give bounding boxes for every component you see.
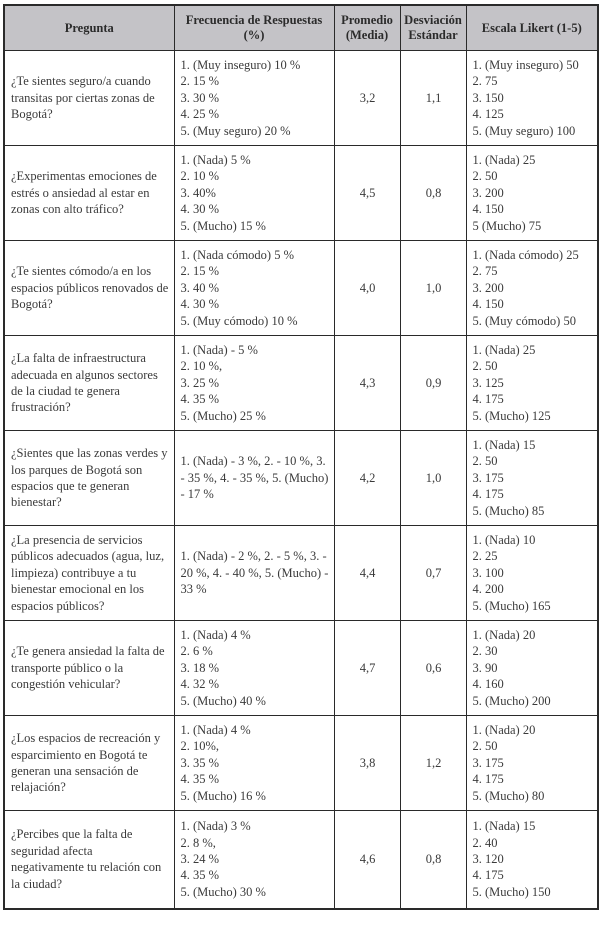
frequency-item: 2. 10%, — [180, 739, 220, 754]
likert-item: 2. 50 — [472, 739, 498, 754]
likert-item: 1. (Nada) 20 — [472, 627, 536, 642]
frequency-item: 5. (Mucho) 15 % — [180, 218, 266, 233]
question-cell: ¿Te sientes seguro/a cuando transitas por ciertas zonas de Bogotá? — [4, 51, 174, 146]
header-likert: Escala Likert (1-5) — [466, 5, 598, 51]
std-cell: 1,0 — [400, 431, 466, 526]
likert-item: 2. 50 — [472, 359, 498, 374]
frequency-item: 4. 35 % — [180, 772, 220, 787]
question-cell: ¿Te sientes cómodo/a en los espacios públicos renovados de Bogotá? — [4, 241, 174, 336]
likert-item: 1. (Nada) 25 — [472, 152, 536, 167]
mean-cell: 4,3 — [334, 336, 400, 431]
question-cell: ¿La falta de infraestructura adecuada en algunos sectores de la ciudad te genera frustración? — [4, 336, 174, 431]
likert-cell — [466, 431, 598, 526]
frequency-cell — [174, 336, 334, 431]
likert-cell — [466, 621, 598, 716]
likert-item: 2. 75 — [472, 74, 498, 89]
header-row — [4, 5, 598, 51]
frequency-item: 5. (Mucho) 25 % — [180, 408, 266, 423]
likert-item: 2. 50 — [472, 169, 498, 184]
likert-item: 3. 120 — [472, 852, 504, 867]
frequency-item: 2. 10 % — [180, 169, 220, 184]
likert-item: 4. 175 — [472, 487, 504, 502]
frequency-item: 4. 32 % — [180, 677, 220, 692]
likert-item: 4. 125 — [472, 107, 504, 122]
likert-item: 5. (Mucho) 150 — [472, 884, 551, 899]
frequency-item: 1. (Nada) 4 % — [180, 627, 251, 642]
frequency-cell — [174, 526, 334, 621]
table-body — [4, 51, 598, 909]
frequency-item: 5. (Mucho) 40 % — [180, 693, 266, 708]
likert-item: 1. (Muy inseguro) 50 — [472, 57, 579, 72]
likert-item: 4. 175 — [472, 392, 504, 407]
frequency-item: 5. (Mucho) 16 % — [180, 788, 266, 803]
likert-item: 4. 175 — [472, 772, 504, 787]
likert-cell — [466, 811, 598, 909]
std-cell: 1,2 — [400, 716, 466, 811]
frequency-cell — [174, 716, 334, 811]
frequency-item: 3. 40 % — [180, 280, 220, 295]
likert-item: 5. (Muy seguro) 100 — [472, 123, 576, 138]
frequency-cell — [174, 51, 334, 146]
frequency-item: 1. (Nada) 5 % — [180, 152, 251, 167]
likert-item: 5. (Mucho) 165 — [472, 598, 551, 613]
frequency-item: 5. (Mucho) 30 % — [180, 884, 266, 899]
likert-item: 1. (Nada) 25 — [472, 342, 536, 357]
frequency-item: 2. 15 % — [180, 74, 220, 89]
likert-item: 5. (Mucho) 80 — [472, 788, 545, 803]
question-cell: ¿La presencia de servicios públicos adecuados (agua, luz, limpieza) contribuye a tu bienestar emocional en los espacios públicos? — [4, 526, 174, 621]
frequency-cell — [174, 241, 334, 336]
likert-item: 2. 50 — [472, 454, 498, 469]
frequency-item: 1. (Nada) 4 % — [180, 722, 251, 737]
likert-item: 4. 150 — [472, 202, 504, 217]
likert-item: 3. 200 — [472, 185, 504, 200]
mean-cell: 4,6 — [334, 811, 400, 909]
likert-cell — [466, 526, 598, 621]
likert-item: 5. (Muy cómodo) 50 — [472, 313, 576, 328]
std-cell: 0,8 — [400, 146, 466, 241]
std-cell: 0,7 — [400, 526, 466, 621]
frequency-item: 1. (Muy inseguro) 10 % — [180, 57, 301, 72]
survey-results-table — [3, 4, 599, 910]
likert-item: 3. 200 — [472, 280, 504, 295]
table-row — [4, 51, 598, 146]
likert-cell — [466, 51, 598, 146]
likert-item: 3. 100 — [472, 565, 504, 580]
frequency-item: 3. 25 % — [180, 375, 220, 390]
mean-cell: 4,4 — [334, 526, 400, 621]
frequency-cell — [174, 431, 334, 526]
std-cell: 0,6 — [400, 621, 466, 716]
likert-item: 2. 75 — [472, 264, 498, 279]
likert-cell — [466, 241, 598, 336]
mean-cell: 4,2 — [334, 431, 400, 526]
question-cell: ¿Experimentas emociones de estrés o ansiedad al estar en zonas con alto tráfico? — [4, 146, 174, 241]
likert-item: 4. 175 — [472, 868, 504, 883]
likert-item: 1. (Nada) 15 — [472, 437, 536, 452]
table-row — [4, 526, 598, 621]
question-cell: ¿Sientes que las zonas verdes y los parques de Bogotá son espacios que te generan bienestar? — [4, 431, 174, 526]
frequency-item: 3. 30 % — [180, 90, 220, 105]
frequency-item: 4. 30 % — [180, 202, 220, 217]
table-row — [4, 621, 598, 716]
frequency-item: 2. 10 %, — [180, 359, 223, 374]
frequency-item: 1. (Nada) 3 % — [180, 819, 251, 834]
mean-cell: 3,8 — [334, 716, 400, 811]
frequency-cell — [174, 146, 334, 241]
header-mean: Promedio (Media) — [334, 5, 400, 51]
likert-item: 4. 160 — [472, 677, 504, 692]
likert-item: 3. 125 — [472, 375, 504, 390]
likert-item: 5 (Mucho) 75 — [472, 218, 542, 233]
table-row — [4, 336, 598, 431]
frequency-item: 3. 24 % — [180, 852, 220, 867]
table-row — [4, 146, 598, 241]
likert-item: 5. (Mucho) 125 — [472, 408, 551, 423]
table-row — [4, 811, 598, 909]
frequency-item: 3. 35 % — [180, 755, 220, 770]
question-cell: ¿Los espacios de recreación y esparcimiento en Bogotá te generan una sensación de relajación? — [4, 716, 174, 811]
likert-cell — [466, 146, 598, 241]
frequency-item: 4. 35 % — [180, 392, 220, 407]
table-row — [4, 716, 598, 811]
likert-item: 3. 175 — [472, 470, 504, 485]
frequency-item: 5. (Muy cómodo) 10 % — [180, 313, 298, 328]
likert-item: 1. (Nada) 15 — [472, 819, 536, 834]
mean-cell: 4,5 — [334, 146, 400, 241]
likert-cell — [466, 716, 598, 811]
mean-cell: 4,0 — [334, 241, 400, 336]
likert-item: 3. 175 — [472, 755, 504, 770]
question-cell: ¿Percibes que la falta de seguridad afecta negativamente tu relación con la ciudad? — [4, 811, 174, 909]
likert-cell — [466, 336, 598, 431]
header-question: Pregunta — [4, 5, 174, 51]
std-cell: 0,8 — [400, 811, 466, 909]
likert-item: 1. (Nada) 20 — [472, 722, 536, 737]
frequency-item: 4. 35 % — [180, 868, 220, 883]
frequency-item: 5. (Muy seguro) 20 % — [180, 123, 291, 138]
frequency-cell — [174, 811, 334, 909]
likert-item: 2. 25 — [472, 549, 498, 564]
frequency-item: 3. 18 % — [180, 660, 220, 675]
likert-item: 3. 150 — [472, 90, 504, 105]
table-row — [4, 241, 598, 336]
frequency-item: 1. (Nada) - 2 %, 2. - 5 %, 3. - 20 %, 4. - 40 %, 5. (Mucho) - 33 % — [180, 549, 329, 597]
likert-item: 1. (Nada) 10 — [472, 532, 536, 547]
mean-cell: 3,2 — [334, 51, 400, 146]
frequency-item: 4. 25 % — [180, 107, 220, 122]
likert-item: 5. (Mucho) 200 — [472, 693, 551, 708]
likert-item: 1. (Nada cómodo) 25 — [472, 247, 579, 262]
frequency-item: 4. 30 % — [180, 297, 220, 312]
frequency-item: 2. 15 % — [180, 264, 220, 279]
frequency-cell — [174, 621, 334, 716]
frequency-item: 1. (Nada) - 5 % — [180, 342, 258, 357]
likert-item: 4. 200 — [472, 582, 504, 597]
frequency-item: 3. 40% — [180, 185, 216, 200]
frequency-item: 1. (Nada cómodo) 5 % — [180, 247, 295, 262]
table-row — [4, 431, 598, 526]
likert-item: 5. (Mucho) 85 — [472, 503, 545, 518]
mean-cell: 4,7 — [334, 621, 400, 716]
std-cell: 1,0 — [400, 241, 466, 336]
frequency-item: 2. 6 % — [180, 644, 213, 659]
likert-item: 4. 150 — [472, 297, 504, 312]
frequency-item: 1. (Nada) - 3 %, 2. - 10 %, 3. - 35 %, 4. - 35 %, 5. (Mucho) - 17 % — [180, 454, 329, 502]
likert-item: 2. 40 — [472, 835, 498, 850]
question-cell: ¿Te genera ansiedad la falta de transporte público o la congestión vehicular? — [4, 621, 174, 716]
frequency-item: 2. 8 %, — [180, 835, 216, 850]
likert-item: 3. 90 — [472, 660, 498, 675]
header-std: Desviación Estándar — [400, 5, 466, 51]
table-header — [4, 5, 598, 51]
std-cell: 0,9 — [400, 336, 466, 431]
likert-item: 2. 30 — [472, 644, 498, 659]
std-cell: 1,1 — [400, 51, 466, 146]
header-frequency: Frecuencia de Respuestas (%) — [174, 5, 334, 51]
